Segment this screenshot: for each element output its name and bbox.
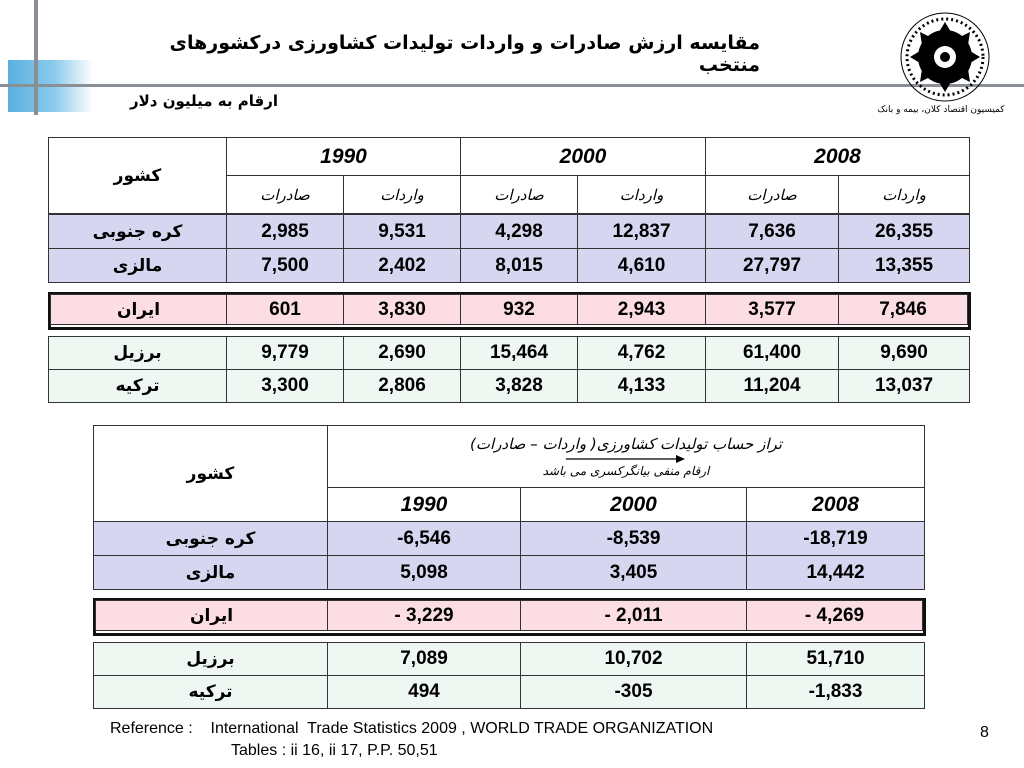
reference-note: Reference : International Trade Statistics 2009 , WORLD TRADE ORGANIZATION — [110, 720, 714, 737]
value-cell: 13,355 — [839, 249, 970, 283]
value-cell: 2,806 — [344, 370, 461, 403]
value-cell: 2,690 — [344, 337, 461, 370]
import-subheader: واردات — [344, 176, 461, 214]
table-row — [94, 556, 925, 590]
country-name: ترکیه — [49, 370, 227, 403]
value-cell: 3,405 — [521, 556, 747, 590]
value-cell: 4,610 — [578, 249, 706, 283]
table-row — [94, 643, 925, 676]
value-cell: 601 — [227, 295, 344, 325]
value-cell: 10,702 — [521, 643, 747, 676]
value-cell: 4,298 — [461, 215, 578, 249]
value-cell: -6,546 — [328, 522, 521, 556]
trade-table-iran — [50, 294, 968, 325]
value-cell: 2,985 — [227, 215, 344, 249]
chamber-of-commerce-emblem-icon — [893, 8, 1003, 106]
value-cell: 26,355 — [839, 215, 970, 249]
page-title: مقایسه ارزش صادرات و واردات تولیدات کشاورزی درکشورهای منتخب — [169, 32, 760, 76]
unit-subtitle: ارقام به میلیون دلار — [130, 92, 278, 110]
table-row — [94, 522, 925, 556]
trade-table-group-asia — [48, 214, 970, 283]
value-cell: -305 — [521, 676, 747, 709]
year-header-2000: 2000 — [461, 138, 706, 176]
value-cell: 15,464 — [461, 337, 578, 370]
table-row — [49, 337, 970, 370]
balance-table-header — [93, 425, 925, 522]
year-header-1990: 1990 — [328, 488, 521, 522]
table-row — [51, 295, 968, 325]
balance-table-iran — [95, 600, 923, 631]
country-name: ایران — [96, 601, 328, 631]
balance-table-group-others — [93, 642, 925, 709]
import-subheader: واردات — [578, 176, 706, 214]
value-cell: 61,400 — [706, 337, 839, 370]
value-cell: 3,830 — [344, 295, 461, 325]
country-name: برزیل — [49, 337, 227, 370]
value-cell: 3,300 — [227, 370, 344, 403]
export-subheader: صادرات — [706, 176, 839, 214]
value-cell: 14,442 — [747, 556, 925, 590]
value-cell: 8,015 — [461, 249, 578, 283]
value-cell: 2,943 — [578, 295, 706, 325]
value-cell: 7,500 — [227, 249, 344, 283]
import-subheader: واردات — [839, 176, 970, 214]
country-name: برزیل — [94, 643, 328, 676]
value-cell: 12,837 — [578, 215, 706, 249]
country-column-header: کشور — [94, 426, 328, 522]
value-cell: -18,719 — [747, 522, 925, 556]
value-cell: 5,098 — [328, 556, 521, 590]
country-name: مالزی — [94, 556, 328, 590]
value-cell: 9,531 — [344, 215, 461, 249]
balance-title: تراز حساب تولیدات کشاورزی( واردات – صادرات) — [470, 435, 782, 453]
balance-title-cell — [328, 426, 925, 488]
country-name: ترکیه — [94, 676, 328, 709]
value-cell: 7,089 — [328, 643, 521, 676]
value-cell: 51,710 — [747, 643, 925, 676]
value-cell: -1,833 — [747, 676, 925, 709]
value-cell: - 2,011 — [521, 601, 747, 631]
year-header-2000: 2000 — [521, 488, 747, 522]
year-header-1990: 1990 — [227, 138, 461, 176]
decorative-vertical-line — [34, 0, 38, 115]
reference-tables-note: Tables : ii 16, ii 17, P.P. 50,51 — [231, 742, 438, 759]
value-cell: 4,762 — [578, 337, 706, 370]
value-cell: 3,828 — [461, 370, 578, 403]
country-column-header: کشور — [49, 138, 227, 214]
trade-table-group-others — [48, 336, 970, 403]
value-cell: 4,133 — [578, 370, 706, 403]
table-row — [49, 249, 970, 283]
table-row — [49, 370, 970, 403]
value-cell: 11,204 — [706, 370, 839, 403]
value-cell: 9,690 — [839, 337, 970, 370]
table-row — [49, 215, 970, 249]
arrow-right-icon — [566, 454, 686, 464]
table-row — [94, 676, 925, 709]
country-name: کره جنوبی — [49, 215, 227, 249]
balance-table-group-asia — [93, 521, 925, 590]
logo-caption: کمیسیون اقتصاد کلان، بیمه و بانک — [877, 105, 1005, 115]
value-cell: 932 — [461, 295, 578, 325]
table-row — [96, 601, 923, 631]
decorative-horizontal-line — [0, 84, 1024, 87]
value-cell: 13,037 — [839, 370, 970, 403]
year-header-2008: 2008 — [706, 138, 970, 176]
export-subheader: صادرات — [227, 176, 344, 214]
value-cell: 494 — [328, 676, 521, 709]
value-cell: 3,577 — [706, 295, 839, 325]
country-name: مالزی — [49, 249, 227, 283]
country-name: ایران — [51, 295, 227, 325]
value-cell: 7,846 — [839, 295, 968, 325]
value-cell: -8,539 — [521, 522, 747, 556]
value-cell: - 3,229 — [328, 601, 521, 631]
value-cell: 9,779 — [227, 337, 344, 370]
value-cell: 2,402 — [344, 249, 461, 283]
value-cell: 7,636 — [706, 215, 839, 249]
value-cell: 27,797 — [706, 249, 839, 283]
page-number: 8 — [980, 724, 989, 741]
trade-table-header — [48, 137, 970, 214]
export-subheader: صادرات — [461, 176, 578, 214]
country-name: کره جنوبی — [94, 522, 328, 556]
year-header-2008: 2008 — [747, 488, 925, 522]
value-cell: - 4,269 — [747, 601, 923, 631]
balance-note: ارقام منفی بیانگرکسری می باشد — [542, 464, 710, 478]
